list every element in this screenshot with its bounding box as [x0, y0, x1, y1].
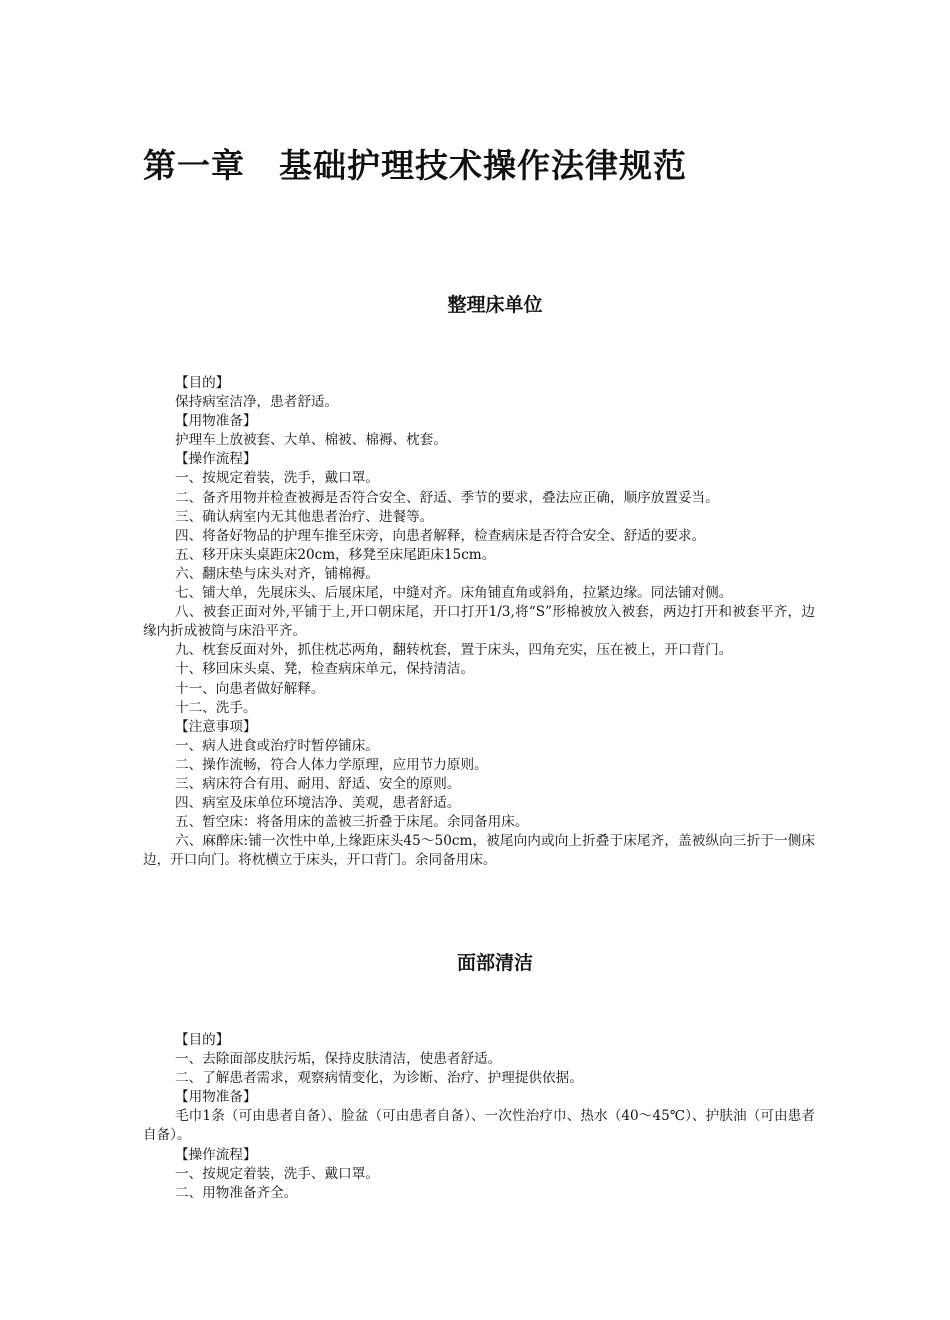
- paragraph-line: 【用物准备】: [175, 413, 257, 430]
- paragraph-line: 九、枕套反面对外，抓住枕芯两角，翻转枕套，置于床头，四角充实，压在被上，开口背门。: [175, 642, 733, 659]
- paragraph-line: 三、确认病室内无其他患者治疗、进餐等。: [175, 508, 434, 525]
- paragraph-line: 四、将备好物品的护理车推至床旁，向患者解释，检查病床是否符合安全、舒适的要求。: [175, 527, 706, 544]
- paragraph-line: 十二、洗手。: [175, 699, 257, 716]
- paragraph-line: 【目的】: [175, 375, 230, 391]
- paragraph-line: 四、病室及床单位环境洁净、美观，患者舒适。: [175, 795, 461, 812]
- paragraph-line: 【操作流程】: [175, 1146, 257, 1163]
- paragraph-line: 二、备齐用物并检查被褥是否符合安全、舒适、季节的要求，叠法应正确，顺序放置妥当。: [175, 489, 719, 506]
- paragraph-line: 六、麻醉床:铺一次性中单,上缘距床头45～50cm，被尾向内或向上折叠于床尾齐，盖被纵向三折于一侧床边，开口向门。将枕横立于床头，开口背门。余同备用床。: [143, 833, 815, 869]
- paragraph-line: 三、病床符合有用、耐用、舒适、安全的原则。: [175, 775, 461, 792]
- section-body: [143, 1031, 815, 1203]
- paragraph-line: 【注意事项】: [175, 718, 257, 735]
- section-body: [143, 374, 815, 870]
- paragraph-line: 毛巾1条（可由患者自备）、脸盆（可由患者自备）、一次性治疗巾、热水（40～45℃）、护肤油（可由患者自备）。: [143, 1108, 815, 1144]
- paragraph-line: 十一、向患者做好解释。: [175, 680, 325, 697]
- paragraph-line: 保持病室洁净，患者舒适。: [175, 394, 339, 411]
- paragraph-line: 二、用物准备齐全。: [175, 1184, 298, 1201]
- paragraph-line: 【目的】: [175, 1032, 230, 1048]
- section-title: 整理床单位: [447, 294, 543, 316]
- paragraph-line: 【用物准备】: [175, 1089, 257, 1106]
- paragraph-line: 护理车上放被套、大单、棉被、棉褥、枕套。: [175, 432, 447, 449]
- paragraph-line: 一、按规定着装，洗手、戴口罩。: [175, 1165, 379, 1182]
- paragraph-line: 五、移开床头桌距床20cm，移凳至床尾距床15cm。: [175, 546, 496, 563]
- paragraph-line: 十、移回床头桌、凳，检查病床单元，保持清洁。: [175, 661, 475, 678]
- paragraph-line: 一、病人进食或治疗时暂停铺床。: [175, 737, 379, 754]
- paragraph-line: 一、按规定着装，洗手，戴口罩。: [175, 470, 379, 487]
- paragraph-line: 五、暂空床：将备用床的盖被三折叠于床尾。余同备用床。: [175, 814, 529, 831]
- chapter-heading: [143, 140, 687, 187]
- paragraph-line: 二、操作流畅，符合人体力学原理，应用节力原则。: [175, 756, 488, 773]
- paragraph-line: 八、被套正面对外,平铺于上,开口朝床尾，开口打开1/3,将“S”形棉被放入被套，两边打开和被套平齐，边缘内折成被筒与床沿平齐。: [143, 604, 815, 640]
- paragraph-line: 【操作流程】: [175, 451, 257, 468]
- paragraph-line: 七、铺大单，先展床头、后展床尾，中缝对齐。床角铺直角或斜角，拉紧边缘。同法铺对侧。: [175, 585, 733, 602]
- section-title: 面部清洁: [456, 952, 533, 974]
- chapter-title: 基础护理技术操作法律规范: [279, 146, 687, 185]
- paragraph-line: 六、翻床垫与床头对齐，铺棉褥。: [175, 565, 379, 582]
- paragraph-line: 二、了解患者需求，观察病情变化，为诊断、治疗、护理提供依据。: [175, 1070, 583, 1087]
- paragraph-line: 一、去除面部皮肤污垢，保持皮肤清洁，使患者舒适。: [175, 1051, 502, 1068]
- chapter-number: 第一章: [143, 146, 245, 185]
